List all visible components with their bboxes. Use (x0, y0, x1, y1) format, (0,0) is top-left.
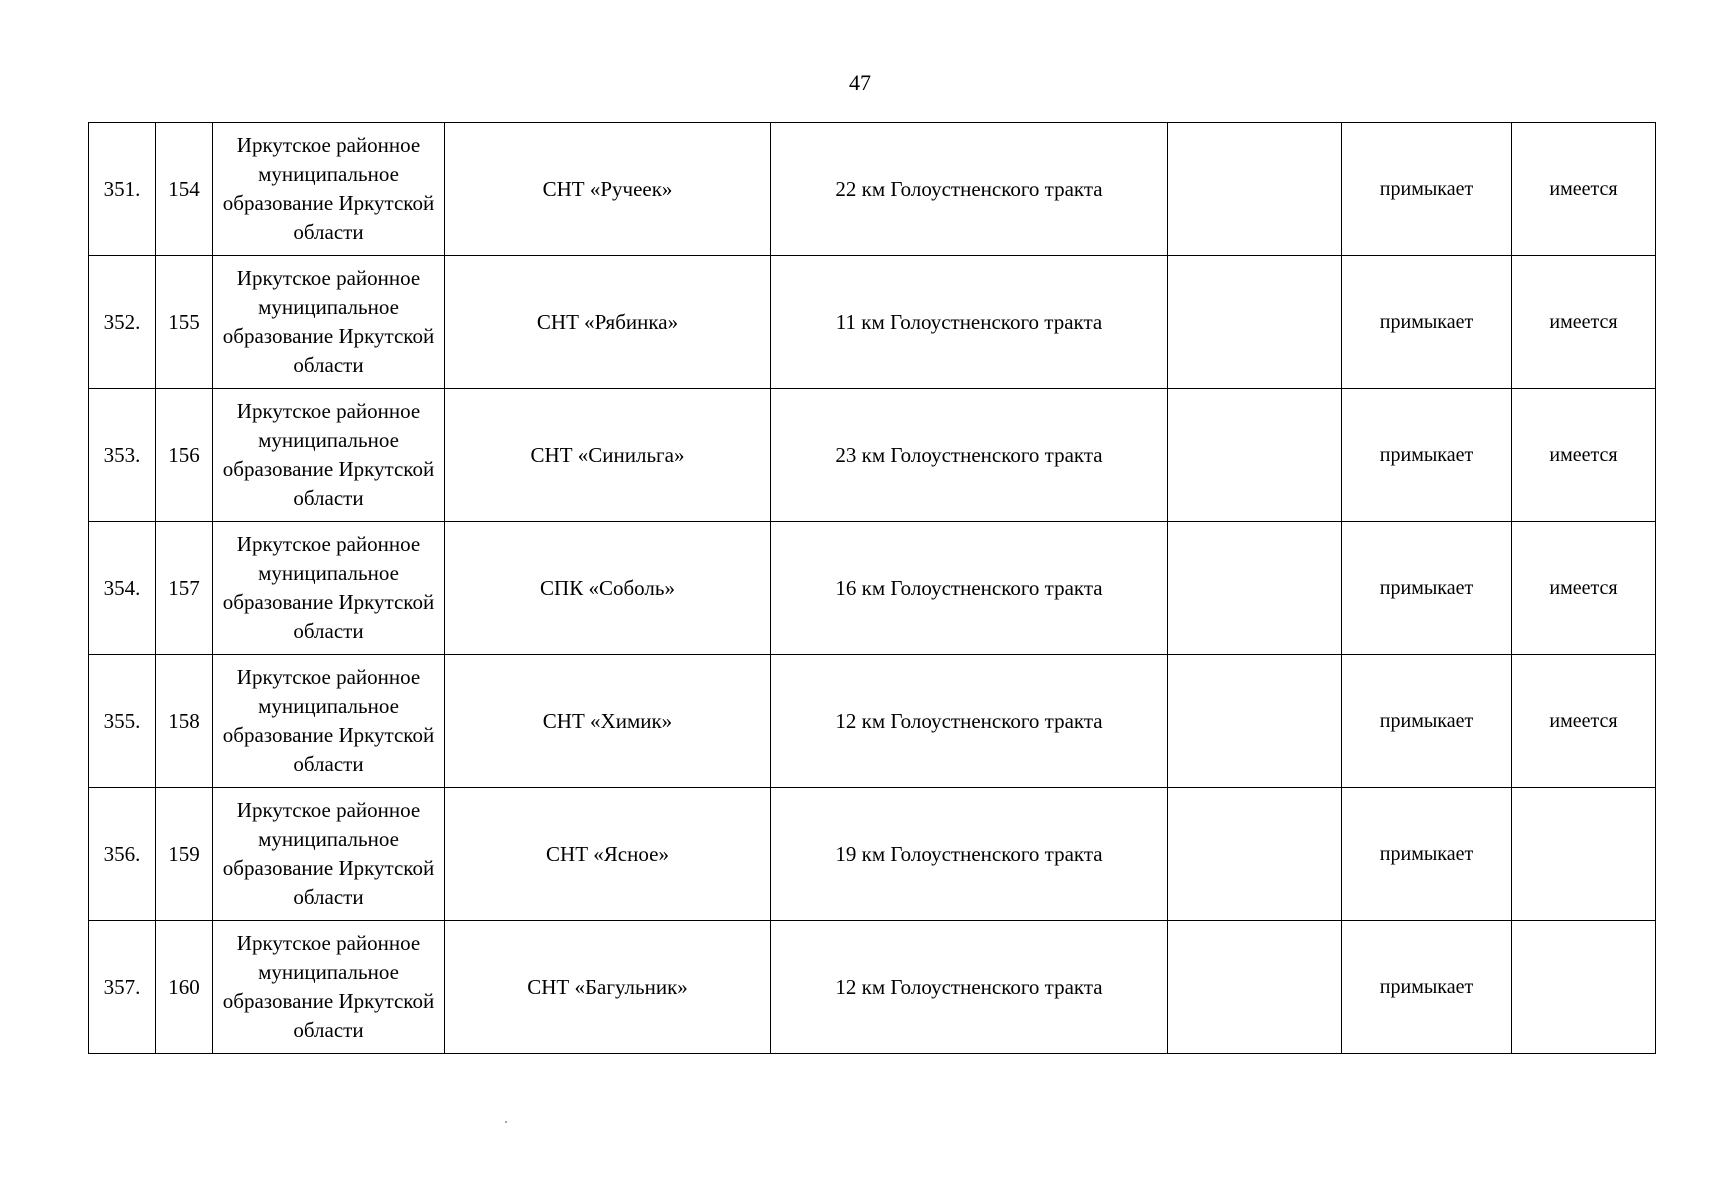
adjacency-cell: примыкает (1342, 655, 1512, 788)
organization-name-cell: СНТ «Ручеек» (445, 123, 771, 256)
adjacency-cell: примыкает (1342, 522, 1512, 655)
row-number-cell: 355. (89, 655, 156, 788)
organization-name-cell: СПК «Соболь» (445, 522, 771, 655)
location-cell: 12 км Голоустненского тракта (771, 655, 1168, 788)
adjacency-cell: примыкает (1342, 123, 1512, 256)
availability-cell: имеется (1512, 522, 1656, 655)
empty-cell (1168, 389, 1342, 522)
empty-cell (1168, 788, 1342, 921)
municipality-cell: Иркутское районное муниципальное образование Иркутской области (213, 389, 445, 522)
table-row (89, 655, 1656, 788)
empty-cell (1168, 655, 1342, 788)
location-cell: 19 км Голоустненского тракта (771, 788, 1168, 921)
registry-table-body (89, 123, 1656, 1054)
organization-name-cell: СНТ «Ясное» (445, 788, 771, 921)
adjacency-cell: примыкает (1342, 389, 1512, 522)
availability-cell: имеется (1512, 256, 1656, 389)
empty-cell (1168, 921, 1342, 1054)
empty-cell (1168, 256, 1342, 389)
adjacency-cell: примыкает (1342, 256, 1512, 389)
municipality-cell: Иркутское районное муниципальное образование Иркутской области (213, 123, 445, 256)
location-cell: 11 км Голоустненского тракта (771, 256, 1168, 389)
availability-cell: имеется (1512, 389, 1656, 522)
table-row (89, 256, 1656, 389)
row-number-cell: 351. (89, 123, 156, 256)
table-row (89, 921, 1656, 1054)
adjacency-cell: примыкает (1342, 788, 1512, 921)
sub-number-cell: 159 (156, 788, 213, 921)
municipality-cell: Иркутское районное муниципальное образование Иркутской области (213, 788, 445, 921)
location-cell: 23 км Голоустненского тракта (771, 389, 1168, 522)
availability-cell: имеется (1512, 655, 1656, 788)
sub-number-cell: 155 (156, 256, 213, 389)
organization-name-cell: СНТ «Багульник» (445, 921, 771, 1054)
table-row (89, 788, 1656, 921)
row-number-cell: 356. (89, 788, 156, 921)
empty-cell (1168, 123, 1342, 256)
location-cell: 22 км Голоустненского тракта (771, 123, 1168, 256)
row-number-cell: 354. (89, 522, 156, 655)
adjacency-cell: примыкает (1342, 921, 1512, 1054)
sub-number-cell: 160 (156, 921, 213, 1054)
availability-cell: имеется (1512, 123, 1656, 256)
sub-number-cell: 158 (156, 655, 213, 788)
organization-name-cell: СНТ «Рябинка» (445, 256, 771, 389)
row-number-cell: 357. (89, 921, 156, 1054)
table-row (89, 389, 1656, 522)
scan-speck (505, 1121, 507, 1123)
municipality-cell: Иркутское районное муниципальное образование Иркутской области (213, 921, 445, 1054)
sub-number-cell: 157 (156, 522, 213, 655)
sub-number-cell: 154 (156, 123, 213, 256)
organization-name-cell: СНТ «Химик» (445, 655, 771, 788)
table-row (89, 123, 1656, 256)
location-cell: 12 км Голоустненского тракта (771, 921, 1168, 1054)
location-cell: 16 км Голоустненского тракта (771, 522, 1168, 655)
sub-number-cell: 156 (156, 389, 213, 522)
table-row (89, 522, 1656, 655)
availability-cell (1512, 788, 1656, 921)
registry-table (88, 122, 1656, 1054)
page-number: 47 (849, 70, 871, 95)
municipality-cell: Иркутское районное муниципальное образование Иркутской области (213, 256, 445, 389)
row-number-cell: 352. (89, 256, 156, 389)
municipality-cell: Иркутское районное муниципальное образование Иркутской области (213, 522, 445, 655)
empty-cell (1168, 522, 1342, 655)
municipality-cell: Иркутское районное муниципальное образование Иркутской области (213, 655, 445, 788)
availability-cell (1512, 921, 1656, 1054)
organization-name-cell: СНТ «Синильга» (445, 389, 771, 522)
row-number-cell: 353. (89, 389, 156, 522)
